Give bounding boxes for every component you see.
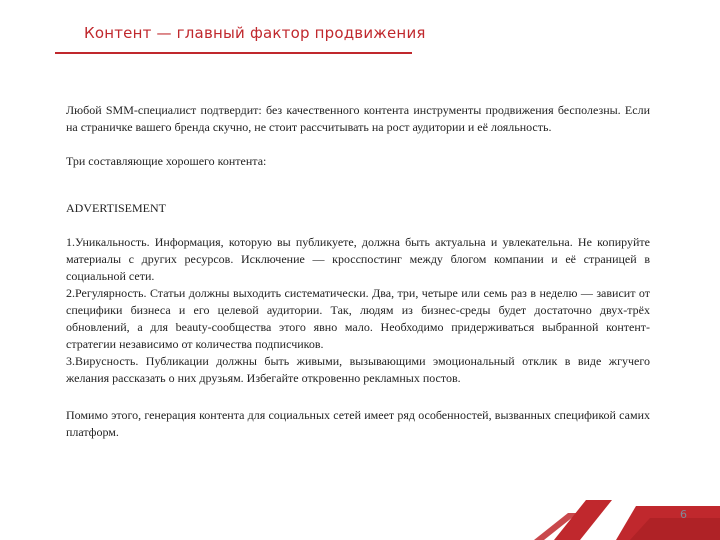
page-number: 6 xyxy=(680,508,687,521)
advertisement-label: ADVERTISEMENT xyxy=(66,201,166,215)
intro-paragraph: Любой SMM-специалист подтвердит: без качественного контента инструменты продвижения бесполезны. Если на страничке вашего бренда скучно, не стоит рассчитывать на рост аудитории и её лояльность. xyxy=(66,103,650,134)
slide-body xyxy=(66,102,650,441)
list-item-virality: 3.Вирусность. Публикации должны быть живыми, вызывающими эмоциональный отклик в виде жгучего желания рассказать о них друзьям. Избегайте откровенно рекламных постов. xyxy=(66,354,650,385)
closing-paragraph: Помимо этого, генерация контента для социальных сетей имеет ряд особенностей, вызванных спецификой самих платформ. xyxy=(66,408,650,439)
corner-decoration xyxy=(520,480,720,540)
list-item-regularity: 2.Регулярность. Статьи должны выходить систематически. Два, три, четыре или семь раз в неделю — зависит от специфики бизнеса и его целевой аудитории. Так, людям из бизнес-среды будет достаточно двух-трёх обновлений, а для beauty-сообщества этого явно мало. Необходимо придерживаться выбранной контент-стратегии независимо от количества подписчиков. xyxy=(66,286,650,351)
title-underline xyxy=(55,52,412,54)
lead-paragraph: Три составляющие хорошего контента: xyxy=(66,154,267,168)
list-item-uniqueness: 1.Уникальность. Информация, которую вы публикуете, должна быть актуальна и увлекательна. Не копируйте материалы с других ресурсов. Исключение — кросспостинг между блогом компании и её страницей в социальной сети. xyxy=(66,235,650,283)
slide-title: Контент — главный фактор продвижения xyxy=(84,24,426,42)
